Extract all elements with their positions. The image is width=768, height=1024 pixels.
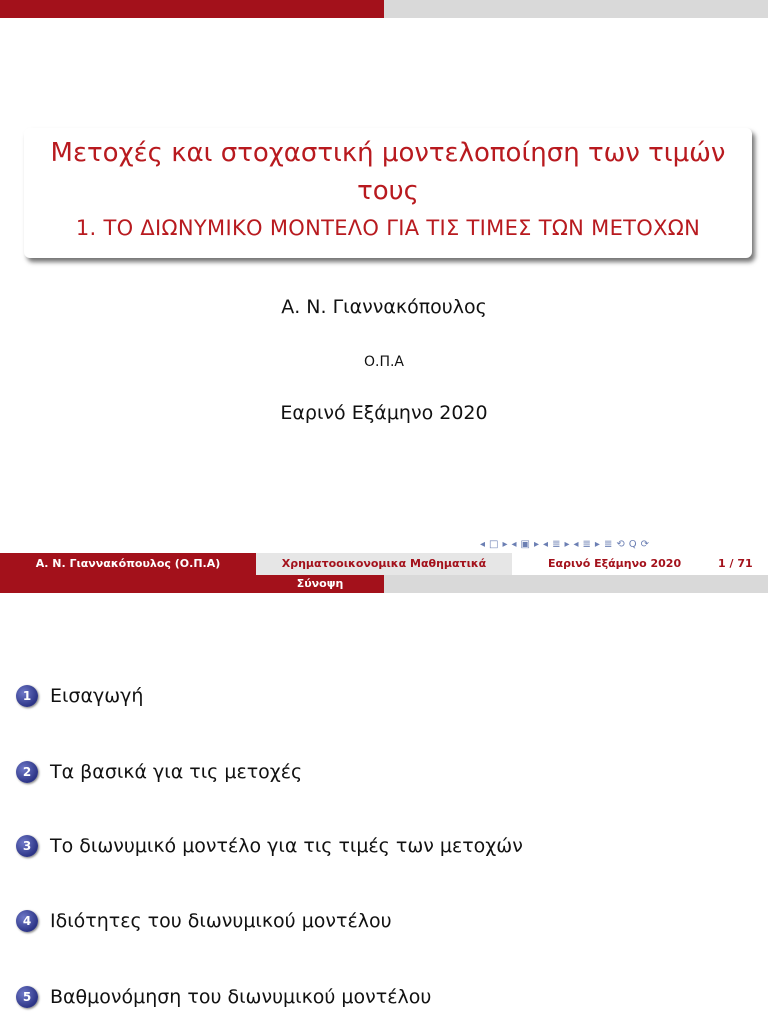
nav-next-doc-icon[interactable]: ▸ <box>594 538 600 550</box>
toc-item-label: Βαθμονόμηση του διωνυμικού μοντέλου <box>50 986 432 1008</box>
slide-footer <box>0 553 768 593</box>
toc-item[interactable] <box>16 906 392 936</box>
footer-date: Εαρινό Εξάμηνο 2020 <box>548 557 682 570</box>
nav-prev-subsection-icon[interactable]: ◂ <box>511 538 517 550</box>
toc-number-ball: 3 <box>16 835 38 857</box>
footer-date-box <box>512 553 768 575</box>
toc-item-label: Το διωνυμικό μοντέλο για τις τιμές των μετοχών <box>50 835 523 857</box>
nav-frame-icon[interactable]: □ <box>489 538 499 550</box>
toc-item-label: Τα βασικά για τις μετοχές <box>50 761 303 783</box>
presentation-date: Εαρινό Εξάμηνο 2020 <box>280 402 488 424</box>
footer-author: Α. Ν. Γιαννακόπουλος (Ο.Π.Α) <box>0 553 256 575</box>
section-title: Σύνοψη <box>296 577 344 590</box>
nav-next-subsection-icon[interactable]: ▸ <box>534 538 540 550</box>
nav-menu-icon[interactable]: ≣ <box>603 538 613 550</box>
nav-prev-section-icon[interactable]: ◂ <box>543 538 549 550</box>
nav-next-frame-icon[interactable]: ▸ <box>502 538 508 550</box>
section-bar-empty <box>384 575 768 593</box>
nav-section-icon[interactable]: ≣ <box>552 538 561 550</box>
nav-subsection-icon[interactable]: ▣ <box>520 538 530 550</box>
toc-item[interactable] <box>16 982 431 1012</box>
toc-number-ball: 4 <box>16 910 38 932</box>
nav-forward-icon[interactable]: ⟳ <box>640 538 649 550</box>
toc-number-ball: 5 <box>16 986 38 1008</box>
toc-item[interactable] <box>16 757 302 787</box>
toc-number-ball: 2 <box>16 761 38 783</box>
toc-item[interactable] <box>16 831 523 861</box>
institute-name: Ο.Π.Α <box>363 354 405 370</box>
nav-search-icon[interactable]: Q <box>628 538 637 550</box>
progress-bar-filled <box>0 0 384 18</box>
title-box <box>24 128 752 258</box>
toc-number-ball: 1 <box>16 685 38 707</box>
footer-course-title: Χρηματοοικονομικα Μαθηματικά <box>256 553 512 575</box>
presentation-subtitle: 1. ΤΟ ΔΙΩΝΥΜΙΚΟ ΜΟΝΤΕΛΟ ΓΙΑ ΤΙΣ ΤΙΜΕΣ ΤΩΝ ΜΕΤΟΧΩΝ <box>75 216 701 240</box>
nav-prev-frame-icon[interactable]: ◂ <box>480 538 486 550</box>
toc-item-label: Εισαγωγή <box>50 685 144 707</box>
beamer-navigation-controls[interactable] <box>480 536 768 552</box>
presentation-title: Μετοχές και στοχαστική μοντελοποίηση των τιμών <box>50 138 726 168</box>
nav-prev-doc-icon[interactable]: ◂ <box>573 538 579 550</box>
presentation-title-continued: τους <box>357 176 419 206</box>
toc-item[interactable] <box>16 681 143 711</box>
toc-item-label: Ιδιότητες του διωνυμικού μοντέλου <box>50 910 392 932</box>
nav-next-section-icon[interactable]: ▸ <box>564 538 570 550</box>
progress-bar-empty <box>384 0 768 18</box>
nav-doc-icon[interactable]: ≣ <box>582 538 591 550</box>
nav-back-icon[interactable]: ⟲ <box>616 538 625 550</box>
footer-page-number: 1 / 71 <box>718 557 753 570</box>
author-name: Α. Ν. Γιαννακόπουλος <box>281 296 487 318</box>
